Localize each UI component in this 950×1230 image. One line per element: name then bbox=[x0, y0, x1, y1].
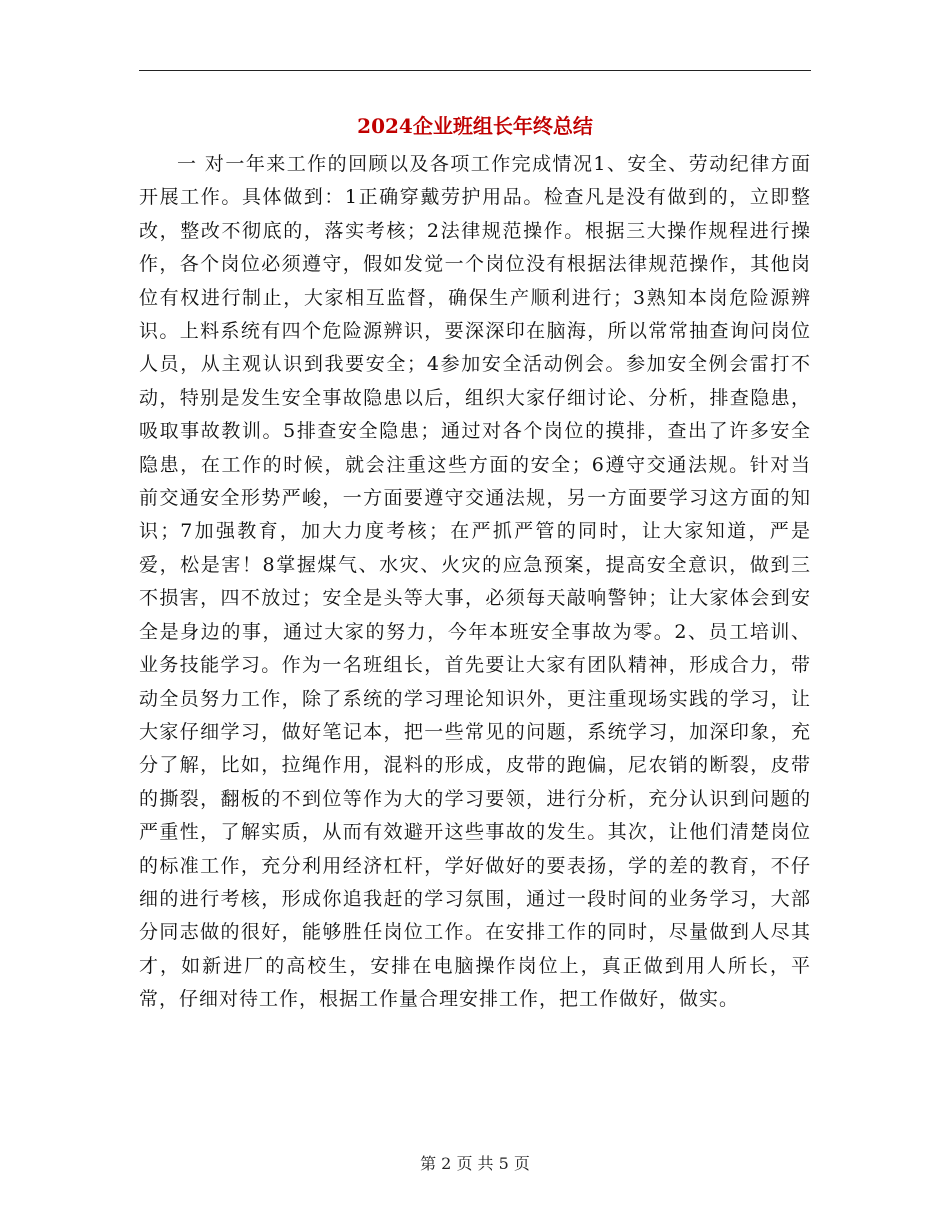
header-rule bbox=[139, 70, 811, 71]
document-title: 2024企业班组长年终总结 bbox=[357, 114, 593, 138]
document-body-paragraph: 一 对一年来工作的回顾以及各项工作完成情况1、安全、劳动纪律方面开展工作。具体做到：1正确穿戴劳护用品。检查凡是没有做到的，立即整改，整改不彻底的，落实考核；2法律规范操作。根据三大操作规程进行操作，各个岗位必须遵守，假如发觉一个岗位没有根据法律规范操作，其他岗位有权进行制止，大家相互监督，确保生产顺利进行；3熟知本岗危险源辨识。上料系统有四个危险源辨识，要深深印在脑海，所以常常抽查询问岗位人员，从主观认识到我要安全；4参加安全活动例会。参加安全例会雷打不动，特别是发生安全事故隐患以后，组织大家仔细讨论、分析，排查隐患，吸取事故教训。5排查安全隐患；通过对各个岗位的摸排，查出了许多安全隐患，在工作的时候，就会注重这些方面的安全；6遵守交通法规。针对当前交通安全形势严峻，一方面要遵守交通法规，另一方面要学习这方面的知识；7加强教育，加大力度考核；在严抓严管的同时，让大家知道，严是爱，松是害！8掌握煤气、水灾、火灾的应急预案，提高安全意识，做到三不损害，四不放过；安全是头等大事，必须每天敲响警钟；让大家体会到安全是身边的事，通过大家的努力，今年本班安全事故为零。2、员工培训、业务技能学习。作为一名班组长，首先要让大家有团队精神，形成合力，带动全员努力工作，除了系统的学习理论知识外，更注重现场实践的学习，让大家仔细学习，做好笔记本，把一些常见的问题，系统学习，加深印象，充分了解，比如，拉绳作用，混料的形成，皮带的跑偏，尼农销的断裂，皮带的撕裂，翻板的不到位等作为大的学习要领，进行分析，充分认识到问题的严重性，了解实质，从而有效避开这些事故的发生。其次，让他们清楚岗位的标准工作，充分利用经济杠杆，学好做好的要表扬，学的差的教育，不仔细的进行考核，形成你追我赶的学习氛围，通过一段时间的业务学习，大部分同志做的很好，能够胜任岗位工作。在安排工作的同时，尽量做到人尽其才，如新进厂的高校生，安排在电脑操作岗位上，真正做到用人所长，平常，仔细对待工作，根据工作量合理安排工作，把工作做好，做实。 bbox=[139, 153, 811, 1011]
page-number-footer: 第 2 页 共 5 页 bbox=[420, 1154, 530, 1173]
